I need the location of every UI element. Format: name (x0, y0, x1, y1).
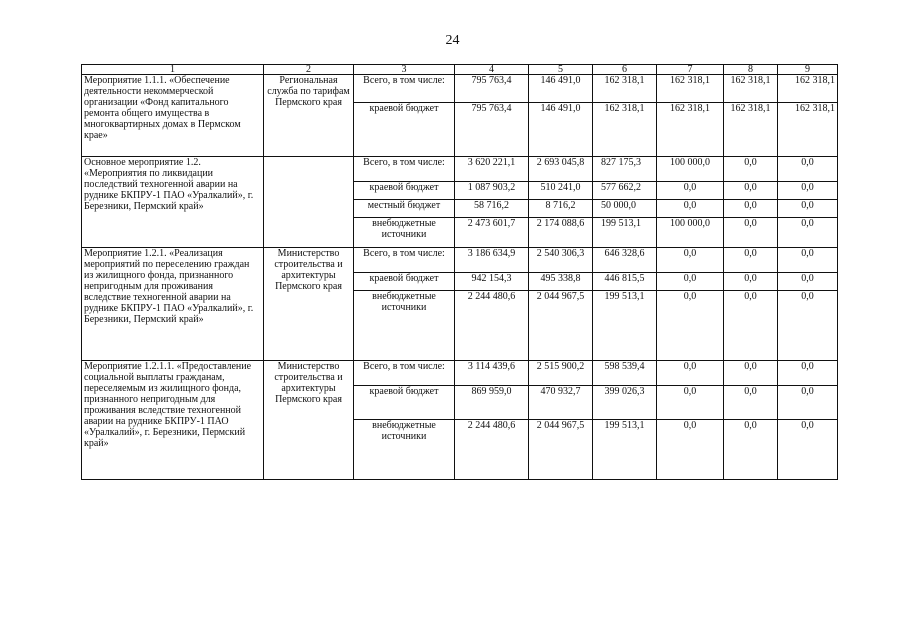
column-header: 5 (529, 65, 593, 75)
table-row (82, 361, 838, 386)
value-cell: 2 244 480,6 (455, 420, 529, 480)
value-cell: 0,0 (657, 200, 724, 218)
value-cell: 0,0 (778, 386, 838, 420)
value-cell: 162 318,1 (593, 103, 657, 157)
value-cell: 0,0 (657, 182, 724, 200)
source-label: внебюджетные источники (354, 291, 455, 361)
value-cell: 199 513,1 (593, 420, 657, 480)
value-cell: 646 328,6 (593, 248, 657, 273)
value-cell: 0,0 (724, 157, 778, 182)
source-label: краевой бюджет (354, 182, 455, 200)
column-header: 2 (264, 65, 354, 75)
value-cell: 0,0 (724, 291, 778, 361)
value-cell: 0,0 (778, 248, 838, 273)
value-cell: 162 318,1 (778, 75, 838, 103)
value-cell: 0,0 (724, 248, 778, 273)
source-label: Всего, в том числе: (354, 248, 455, 273)
value-cell: 8 716,2 (529, 200, 593, 218)
header-row (82, 65, 838, 75)
value-cell: 2 693 045,8 (529, 157, 593, 182)
value-cell: 3 620 221,1 (455, 157, 529, 182)
value-cell: 58 716,2 (455, 200, 529, 218)
value-cell: 2 044 967,5 (529, 420, 593, 480)
value-cell: 869 959,0 (455, 386, 529, 420)
value-cell: 598 539,4 (593, 361, 657, 386)
column-header: 1 (82, 65, 264, 75)
value-cell: 0,0 (657, 361, 724, 386)
value-cell: 162 318,1 (778, 103, 838, 157)
value-cell: 577 662,2 (593, 182, 657, 200)
source-label: краевой бюджет (354, 386, 455, 420)
executor-cell: Министерство строительства и архитектуры Пермского края (264, 361, 354, 480)
source-label: внебюджетные источники (354, 420, 455, 480)
value-cell: 2 540 306,3 (529, 248, 593, 273)
value-cell: 50 000,0 (593, 200, 657, 218)
value-cell: 0,0 (724, 218, 778, 248)
value-cell: 0,0 (778, 182, 838, 200)
value-cell: 0,0 (724, 200, 778, 218)
page-number: 24 (445, 33, 460, 48)
value-cell: 162 318,1 (724, 75, 778, 103)
value-cell: 2 244 480,6 (455, 291, 529, 361)
value-cell: 0,0 (657, 248, 724, 273)
executor-cell (264, 157, 354, 248)
value-cell: 0,0 (778, 157, 838, 182)
budget-table (81, 64, 838, 480)
value-cell: 162 318,1 (657, 75, 724, 103)
column-header: 3 (354, 65, 455, 75)
value-cell: 0,0 (724, 420, 778, 480)
value-cell: 495 338,8 (529, 273, 593, 291)
table-row (82, 157, 838, 182)
value-cell: 795 763,4 (455, 103, 529, 157)
value-cell: 2 044 967,5 (529, 291, 593, 361)
value-cell: 146 491,0 (529, 75, 593, 103)
value-cell: 3 114 439,6 (455, 361, 529, 386)
source-label: Всего, в том числе: (354, 361, 455, 386)
value-cell: 0,0 (778, 361, 838, 386)
table-row (82, 75, 838, 103)
source-label: краевой бюджет (354, 103, 455, 157)
value-cell: 0,0 (778, 291, 838, 361)
source-label: Всего, в том числе: (354, 157, 455, 182)
value-cell: 795 763,4 (455, 75, 529, 103)
value-cell: 0,0 (778, 273, 838, 291)
executor-cell: Министерство строительства и архитектуры Пермского края (264, 248, 354, 361)
source-label: местный бюджет (354, 200, 455, 218)
value-cell: 510 241,0 (529, 182, 593, 200)
column-header: 7 (657, 65, 724, 75)
value-cell: 0,0 (724, 386, 778, 420)
value-cell: 827 175,3 (593, 157, 657, 182)
value-cell: 2 473 601,7 (455, 218, 529, 248)
value-cell: 0,0 (657, 291, 724, 361)
value-cell: 0,0 (657, 386, 724, 420)
column-header: 9 (778, 65, 838, 75)
value-cell: 942 154,3 (455, 273, 529, 291)
column-header: 6 (593, 65, 657, 75)
activity-cell: Мероприятие 1.1.1. «Обеспечение деятельности некоммерческой организации «Фонд капитального ремонта общего имущества в многоквартирных домах в Пермском крае» (82, 75, 264, 157)
value-cell: 470 932,7 (529, 386, 593, 420)
value-cell: 0,0 (778, 200, 838, 218)
activity-cell: Мероприятие 1.2.1. «Реализация мероприятий по переселению граждан из жилищного фонда, признанного непригодным для проживания вследствие техногенной аварии на руднике БКПРУ-1 ПАО «Уралкалий», г. Березники, Пермский край» (82, 248, 264, 361)
activity-cell: Основное мероприятие 1.2. «Мероприятия по ликвидации последствий техногенной аварии на руднике БКПРУ-1 ПАО «Уралкалий», г. Березники, Пермский край» (82, 157, 264, 248)
activity-cell: Мероприятие 1.2.1.1. «Предоставление социальной выплаты гражданам, переселяемым из жилищного фонда, признанного непригодным для проживания вследствие техногенной аварии на руднике БКПРУ-1 ПАО «Уралкалий», г. Березники, Пермский край» (82, 361, 264, 480)
value-cell: 0,0 (724, 273, 778, 291)
value-cell: 0,0 (778, 218, 838, 248)
value-cell: 0,0 (724, 182, 778, 200)
value-cell: 0,0 (657, 420, 724, 480)
value-cell: 1 087 903,2 (455, 182, 529, 200)
value-cell: 162 318,1 (593, 75, 657, 103)
column-header: 8 (724, 65, 778, 75)
value-cell: 3 186 634,9 (455, 248, 529, 273)
source-label: краевой бюджет (354, 273, 455, 291)
source-label: Всего, в том числе: (354, 75, 455, 103)
value-cell: 100 000,0 (657, 218, 724, 248)
value-cell: 199 513,1 (593, 218, 657, 248)
executor-cell: Региональная служба по тарифам Пермского края (264, 75, 354, 157)
value-cell: 2 174 088,6 (529, 218, 593, 248)
value-cell: 2 515 900,2 (529, 361, 593, 386)
value-cell: 399 026,3 (593, 386, 657, 420)
value-cell: 162 318,1 (657, 103, 724, 157)
value-cell: 199 513,1 (593, 291, 657, 361)
value-cell: 446 815,5 (593, 273, 657, 291)
table-row (82, 248, 838, 273)
value-cell: 100 000,0 (657, 157, 724, 182)
value-cell: 162 318,1 (724, 103, 778, 157)
value-cell: 0,0 (657, 273, 724, 291)
column-header: 4 (455, 65, 529, 75)
value-cell: 0,0 (724, 361, 778, 386)
value-cell: 0,0 (778, 420, 838, 480)
source-label: внебюджетные источники (354, 218, 455, 248)
value-cell: 146 491,0 (529, 103, 593, 157)
